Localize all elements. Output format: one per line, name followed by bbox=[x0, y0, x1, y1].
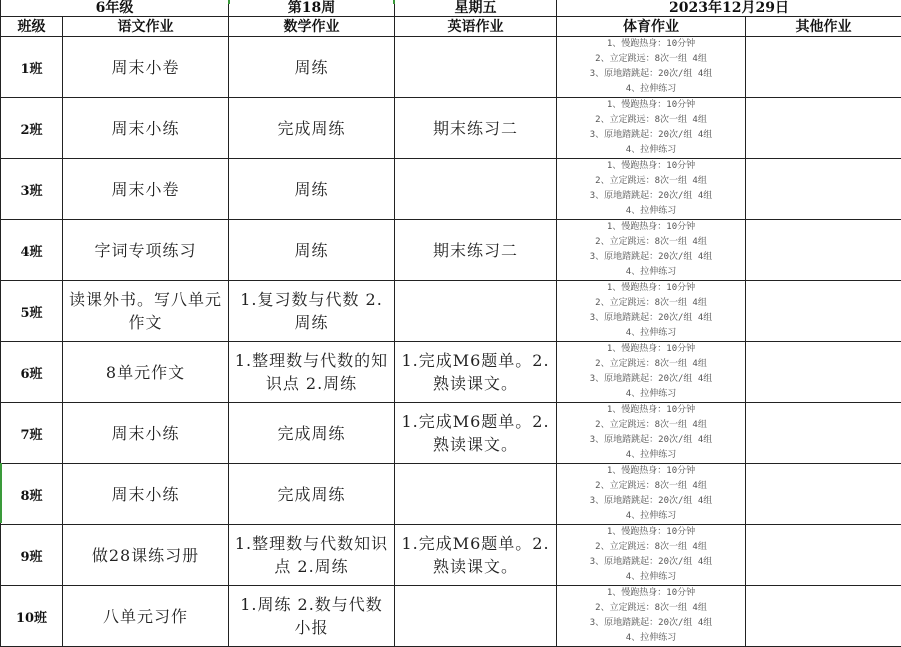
math-homework: 完成周练 bbox=[229, 403, 395, 464]
table-row bbox=[1, 342, 901, 403]
chinese-homework: 字词专项练习 bbox=[63, 220, 229, 281]
english-homework: 期末练习二 bbox=[395, 98, 557, 159]
math-homework: 1.复习数与代数 2.周练 bbox=[229, 281, 395, 342]
math-homework: 完成周练 bbox=[229, 98, 395, 159]
pe-line: 2、立定跳远：8次一组 4组 bbox=[595, 359, 707, 369]
other-homework bbox=[746, 220, 901, 281]
table-row bbox=[1, 525, 901, 586]
pe-homework bbox=[557, 220, 746, 281]
pe-line: 2、立定跳远：8次一组 4组 bbox=[595, 542, 707, 552]
pe-line: 3、原地踏跳起：20次/组 4组 bbox=[589, 130, 713, 140]
header-pe: 体育作业 bbox=[557, 17, 746, 37]
header-other: 其他作业 bbox=[746, 17, 901, 37]
cell-marker-top-1 bbox=[228, 0, 230, 4]
pe-line: 1、慢跑热身：10分钟 bbox=[606, 283, 696, 293]
math-homework: 周练 bbox=[229, 220, 395, 281]
table-row bbox=[1, 586, 901, 647]
pe-line: 2、立定跳远：8次一组 4组 bbox=[595, 298, 707, 308]
other-homework bbox=[746, 37, 901, 98]
header-row bbox=[1, 17, 901, 37]
class-cell: 1班 bbox=[1, 37, 63, 98]
math-homework: 周练 bbox=[229, 37, 395, 98]
english-homework: 1.完成M6题单。2.熟读课文。 bbox=[395, 525, 557, 586]
pe-line: 4、拉伸练习 bbox=[625, 84, 677, 94]
pe-line: 4、拉伸练习 bbox=[625, 633, 677, 643]
pe-line: 3、原地踏跳起：20次/组 4组 bbox=[589, 374, 713, 384]
english-homework: 1.完成M6题单。2.熟读课文。 bbox=[395, 403, 557, 464]
math-homework: 1.整理数与代数知识点 2.周练 bbox=[229, 525, 395, 586]
pe-line: 4、拉伸练习 bbox=[625, 511, 677, 521]
pe-line: 3、原地踏跳起：20次/组 4组 bbox=[589, 435, 713, 445]
class-cell: 4班 bbox=[1, 220, 63, 281]
chinese-homework: 周末小卷 bbox=[63, 37, 229, 98]
english-homework bbox=[395, 37, 557, 98]
pe-line: 3、原地踏跳起：20次/组 4组 bbox=[589, 496, 713, 506]
header-math: 数学作业 bbox=[229, 17, 395, 37]
class-cell: 8班 bbox=[1, 464, 63, 525]
pe-homework bbox=[557, 98, 746, 159]
english-homework bbox=[395, 464, 557, 525]
pe-line: 1、慢跑热身：10分钟 bbox=[606, 588, 696, 598]
pe-line: 4、拉伸练习 bbox=[625, 572, 677, 582]
other-homework bbox=[746, 403, 901, 464]
title-row bbox=[1, 0, 901, 17]
class-cell: 7班 bbox=[1, 403, 63, 464]
class-cell: 6班 bbox=[1, 342, 63, 403]
pe-line: 2、立定跳远：8次一组 4组 bbox=[595, 481, 707, 491]
math-homework: 1.整理数与代数的知识点 2.周练 bbox=[229, 342, 395, 403]
table-row bbox=[1, 98, 901, 159]
chinese-homework: 做28课练习册 bbox=[63, 525, 229, 586]
pe-line: 4、拉伸练习 bbox=[625, 450, 677, 460]
pe-line: 3、原地踏跳起：20次/组 4组 bbox=[589, 191, 713, 201]
other-homework bbox=[746, 464, 901, 525]
other-homework bbox=[746, 525, 901, 586]
pe-line: 4、拉伸练习 bbox=[625, 389, 677, 399]
pe-homework bbox=[557, 342, 746, 403]
pe-line: 3、原地踏跳起：20次/组 4组 bbox=[589, 69, 713, 79]
header-class: 班级 bbox=[1, 17, 63, 37]
row-marker-8 bbox=[0, 463, 2, 523]
chinese-homework: 8单元作文 bbox=[63, 342, 229, 403]
math-homework: 完成周练 bbox=[229, 464, 395, 525]
pe-line: 4、拉伸练习 bbox=[625, 267, 677, 277]
class-cell: 10班 bbox=[1, 586, 63, 647]
english-homework bbox=[395, 586, 557, 647]
weekday-cell: 星期五 bbox=[395, 0, 557, 17]
pe-line: 3、原地踏跳起：20次/组 4组 bbox=[589, 618, 713, 628]
pe-line: 1、慢跑热身：10分钟 bbox=[606, 405, 696, 415]
english-homework bbox=[395, 281, 557, 342]
table-row bbox=[1, 464, 901, 525]
math-homework: 1.周练 2.数与代数小报 bbox=[229, 586, 395, 647]
pe-line: 3、原地踏跳起：20次/组 4组 bbox=[589, 252, 713, 262]
pe-line: 2、立定跳远：8次一组 4组 bbox=[595, 54, 707, 64]
pe-line: 4、拉伸练习 bbox=[625, 206, 677, 216]
table-row bbox=[1, 403, 901, 464]
pe-line: 4、拉伸练习 bbox=[625, 145, 677, 155]
table-row bbox=[1, 37, 901, 98]
english-homework bbox=[395, 159, 557, 220]
pe-homework bbox=[557, 403, 746, 464]
pe-line: 2、立定跳远：8次一组 4组 bbox=[595, 176, 707, 186]
date-cell: 2023年12月29日 bbox=[557, 0, 901, 17]
chinese-homework: 周末小练 bbox=[63, 98, 229, 159]
pe-line: 2、立定跳远：8次一组 4组 bbox=[595, 420, 707, 430]
pe-line: 1、慢跑热身：10分钟 bbox=[606, 222, 696, 232]
english-homework: 期末练习二 bbox=[395, 220, 557, 281]
math-homework: 周练 bbox=[229, 159, 395, 220]
grade-cell: 6年级 bbox=[1, 0, 229, 17]
chinese-homework: 周末小练 bbox=[63, 464, 229, 525]
class-cell: 2班 bbox=[1, 98, 63, 159]
pe-line: 2、立定跳远：8次一组 4组 bbox=[595, 115, 707, 125]
chinese-homework: 八单元习作 bbox=[63, 586, 229, 647]
table-row bbox=[1, 281, 901, 342]
pe-line: 1、慢跑热身：10分钟 bbox=[606, 39, 696, 49]
header-chinese: 语文作业 bbox=[63, 17, 229, 37]
pe-homework bbox=[557, 464, 746, 525]
cell-marker-top-2 bbox=[393, 0, 395, 4]
pe-line: 2、立定跳远：8次一组 4组 bbox=[595, 603, 707, 613]
other-homework bbox=[746, 281, 901, 342]
pe-line: 1、慢跑热身：10分钟 bbox=[606, 161, 696, 171]
pe-homework bbox=[557, 586, 746, 647]
pe-line: 3、原地踏跳起：20次/组 4组 bbox=[589, 313, 713, 323]
other-homework bbox=[746, 586, 901, 647]
pe-homework bbox=[557, 525, 746, 586]
table-row bbox=[1, 159, 901, 220]
pe-line: 2、立定跳远：8次一组 4组 bbox=[595, 237, 707, 247]
header-english: 英语作业 bbox=[395, 17, 557, 37]
other-homework bbox=[746, 159, 901, 220]
english-homework: 1.完成M6题单。2.熟读课文。 bbox=[395, 342, 557, 403]
class-cell: 3班 bbox=[1, 159, 63, 220]
pe-homework bbox=[557, 159, 746, 220]
week-cell: 第18周 bbox=[229, 0, 395, 17]
chinese-homework: 周末小练 bbox=[63, 403, 229, 464]
chinese-homework: 读课外书。写八单元作文 bbox=[63, 281, 229, 342]
pe-homework bbox=[557, 281, 746, 342]
other-homework bbox=[746, 98, 901, 159]
chinese-homework: 周末小卷 bbox=[63, 159, 229, 220]
pe-line: 1、慢跑热身：10分钟 bbox=[606, 344, 696, 354]
pe-homework bbox=[557, 37, 746, 98]
pe-line: 1、慢跑热身：10分钟 bbox=[606, 466, 696, 476]
table-row bbox=[1, 220, 901, 281]
pe-line: 3、原地踏跳起：20次/组 4组 bbox=[589, 557, 713, 567]
other-homework bbox=[746, 342, 901, 403]
pe-line: 1、慢跑热身：10分钟 bbox=[606, 527, 696, 537]
pe-line: 4、拉伸练习 bbox=[625, 328, 677, 338]
pe-line: 1、慢跑热身：10分钟 bbox=[606, 100, 696, 110]
class-cell: 9班 bbox=[1, 525, 63, 586]
class-cell: 5班 bbox=[1, 281, 63, 342]
